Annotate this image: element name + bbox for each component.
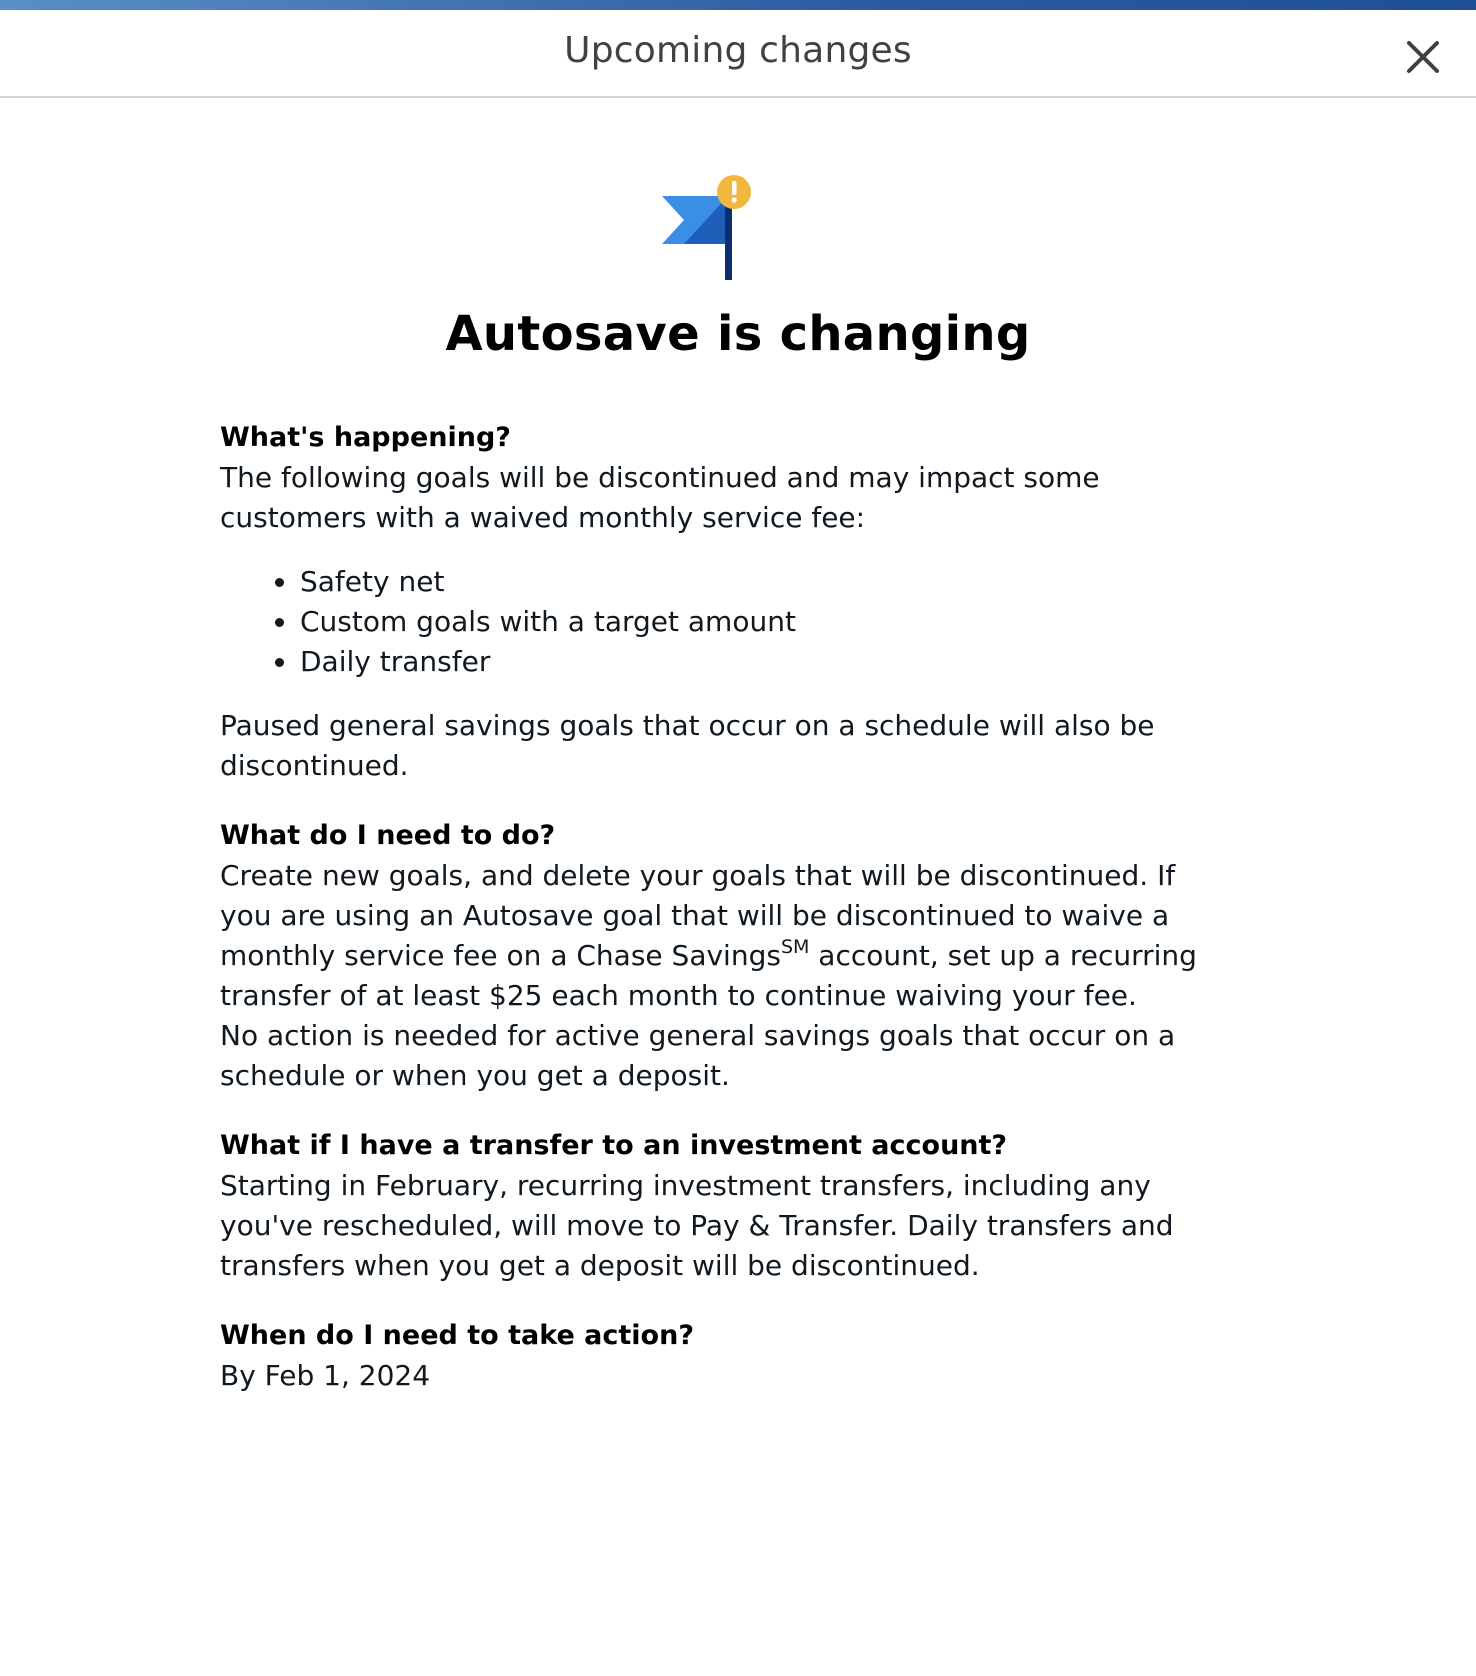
close-button[interactable] [1400,34,1446,80]
list-item: Custom goals with a target amount [220,602,1210,642]
section-heading-todo: What do I need to do? [220,820,556,851]
action-deadline: By Feb 1, 2024 [220,1359,431,1392]
section-heading-happening: What's happening? [220,422,511,453]
content-body [220,418,1210,1396]
dialog-title: Upcoming changes [564,30,912,71]
discontinued-goals-list [220,562,1210,682]
flag-alert-icon [656,174,756,280]
page-title: Autosave is changing [445,306,1031,362]
todo-paragraph-2: No action is needed for active general savings goals that occur on a schedule or when you get a deposit. [220,1019,1176,1092]
close-icon [1400,34,1446,80]
list-item: Safety net [220,562,1210,602]
section-heading-when: When do I need to take action? [220,1320,694,1351]
happening-note: Paused general savings goals that occur on a schedule will also be discontinued. [220,709,1155,782]
happening-intro: The following goals will be discontinued and may impact some customers with a waived monthly service fee: [220,461,1100,534]
list-item: Daily transfer [220,642,1210,682]
investment-paragraph: Starting in February, recurring investment transfers, including any you've rescheduled, will move to Pay & Transfer. Daily transfers and transfers when you get a deposit will be discontinued. [220,1169,1174,1282]
dialog-header [0,10,1476,98]
top-accent-bar [0,0,1476,10]
service-mark: SM [780,935,810,958]
section-heading-investment: What if I have a transfer to an investment account? [220,1130,1008,1161]
todo-paragraph-1-text-end: account, set up a recurring transfer of at least $25 each month to continue waiving your fee. [220,939,1197,1012]
todo-paragraph-1 [220,856,1210,1016]
todo-paragraph-1-text: Create new goals, and delete your goals that will be discontinued. If you are using an Autosave goal that will be discontinued to waive a monthly service fee on a Chase Savings [220,859,1176,972]
